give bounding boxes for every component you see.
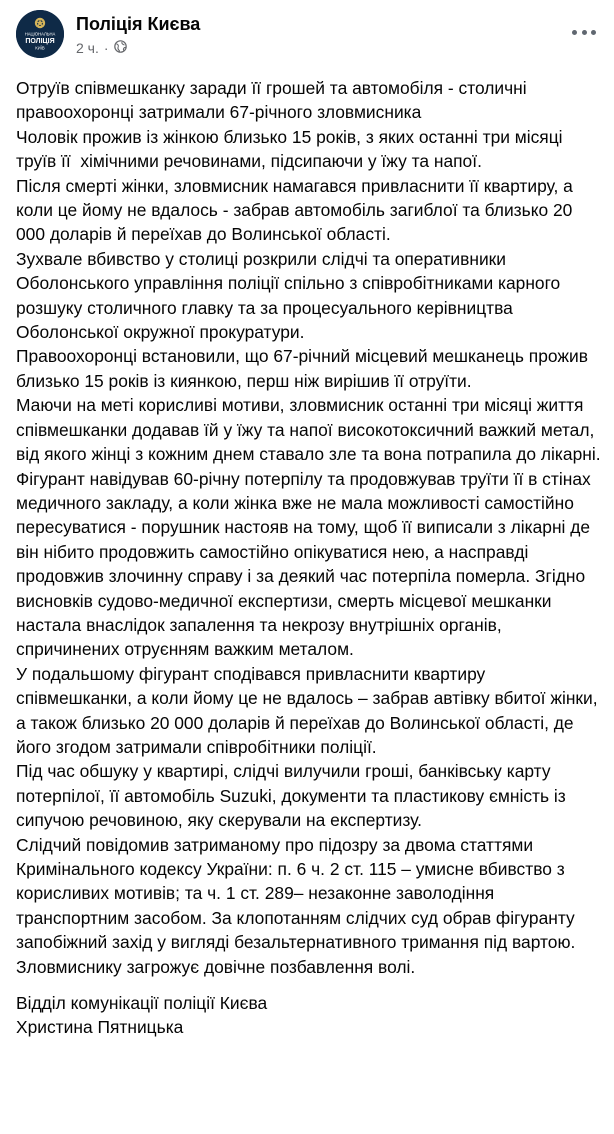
avatar-text-top: НАЦІОНАЛЬНА: [24, 31, 56, 37]
globe-icon: [114, 39, 127, 57]
avatar-text-mid: ПОЛІЦІЯ: [25, 38, 55, 45]
post-body: [16, 76, 608, 1040]
post-header: [0, 0, 614, 70]
post-paragraph: Зухвале вбивство у столиці розкрили слідчі та оперативники Оболонського управління поліції спільно з співробітниками карного розшуку столичного главку та за процесуального керівництва Оболонської окружної прокуратури.: [16, 248, 566, 343]
more-options-button[interactable]: [572, 24, 596, 40]
dot-icon: [582, 30, 587, 35]
post-paragraph: Фігурант навідував 60-річну потерпілу та продовжував труїти її в стінах медичного закладу, а коли жінка вже не мала можливості самостійно пересуватися - порушник настояв на тому, щоб її виписали з лікарні де він нібито продовжить самостійно опікуватися нею, а насправді продовжив злочинну справу і за деякий час потерпіла померла. Згідно висновків судово-медичної експертизи, смерть місцевої мешканки настала внаслідок запалення та некрозу внутрішніх органів, спричинених отруєнням важким металом.: [16, 468, 596, 660]
post-time[interactable]: 2 ч.: [76, 40, 99, 56]
signature: [16, 991, 604, 1040]
post-paragraph: Правоохоронці встановили, що 67-річний місцевий мешканець прожив близько 15 років із киянкою, перш ніж вирішив її отруїти.: [16, 346, 593, 391]
post-paragraph: У подальшому фігурант сподівався привласнити квартиру співмешканки, а коли йому це не вдалось – забрав автівку вбитої жінки, а також близько 20 000 доларів й переїхав до Волинської області, де його згодом затримали співробітники поліції.: [16, 663, 608, 757]
post-paragraph: Слідчий повідомив затриманому про підозру за двома статтями Кримінального кодексу України: п. 6 ч. 2 ст. 115 – умисне вбивство з корисливих мотивів; та ч. 1 ст. 289– незаконне заволодіння транспортним засобом. За клопотанням слідчих суд обрав фігуранту запобіжний захід у вигляді безальтернативного тримання під вартою. Зловмиснику загрожує довічне позбавлення волі.: [16, 834, 581, 977]
post-paragraph: Отруїв співмешканку заради її грошей та автомобіля - столичні правоохоронці затримали 67-річного зловмисника: [16, 78, 532, 123]
avatar-text-bottom: КИЇВ: [35, 45, 45, 51]
post-paragraph: Чоловік прожив із жінкою близько 15 років, з яких останні три місяці труїв її хімічними речовинами, підсипаючи у їжу та напої.: [16, 126, 568, 172]
dot-icon: [572, 30, 577, 35]
avatar[interactable]: [16, 10, 64, 58]
separator: ·: [103, 40, 109, 56]
post-paragraph: Під час обшуку у квартирі, слідчі вилучили гроші, банківську карту потерпілої, її автомобіль Suzuki, документи та пластикову ємність із сипучою речовиною, яку скерували на експертизу.: [16, 761, 571, 831]
post-meta: [76, 39, 127, 57]
police-logo-icon: [16, 10, 64, 58]
post-paragraph: Маючи на меті корисливі мотиви, зловмисник останні три місяці життя співмешканки додавав їй у їжу та напої високотоксичний важкий метал, від якого жінці з кожним днем ставало зле та вона потрапила до лікарні.: [16, 395, 601, 465]
signature-author: Христина Пятницька: [16, 1017, 184, 1038]
signature-department: Відділ комунікації поліції Києва: [16, 993, 268, 1014]
dot-icon: [591, 30, 596, 35]
post-paragraph: Після смерті жінки, зловмисник намагався привласнити її квартиру, а коли це йому не вдалось - забрав автомобіль загиблої та близько 20 000 доларів й переїхав до Волинської області.: [16, 175, 578, 245]
page-name[interactable]: Поліція Києва: [76, 14, 201, 34]
